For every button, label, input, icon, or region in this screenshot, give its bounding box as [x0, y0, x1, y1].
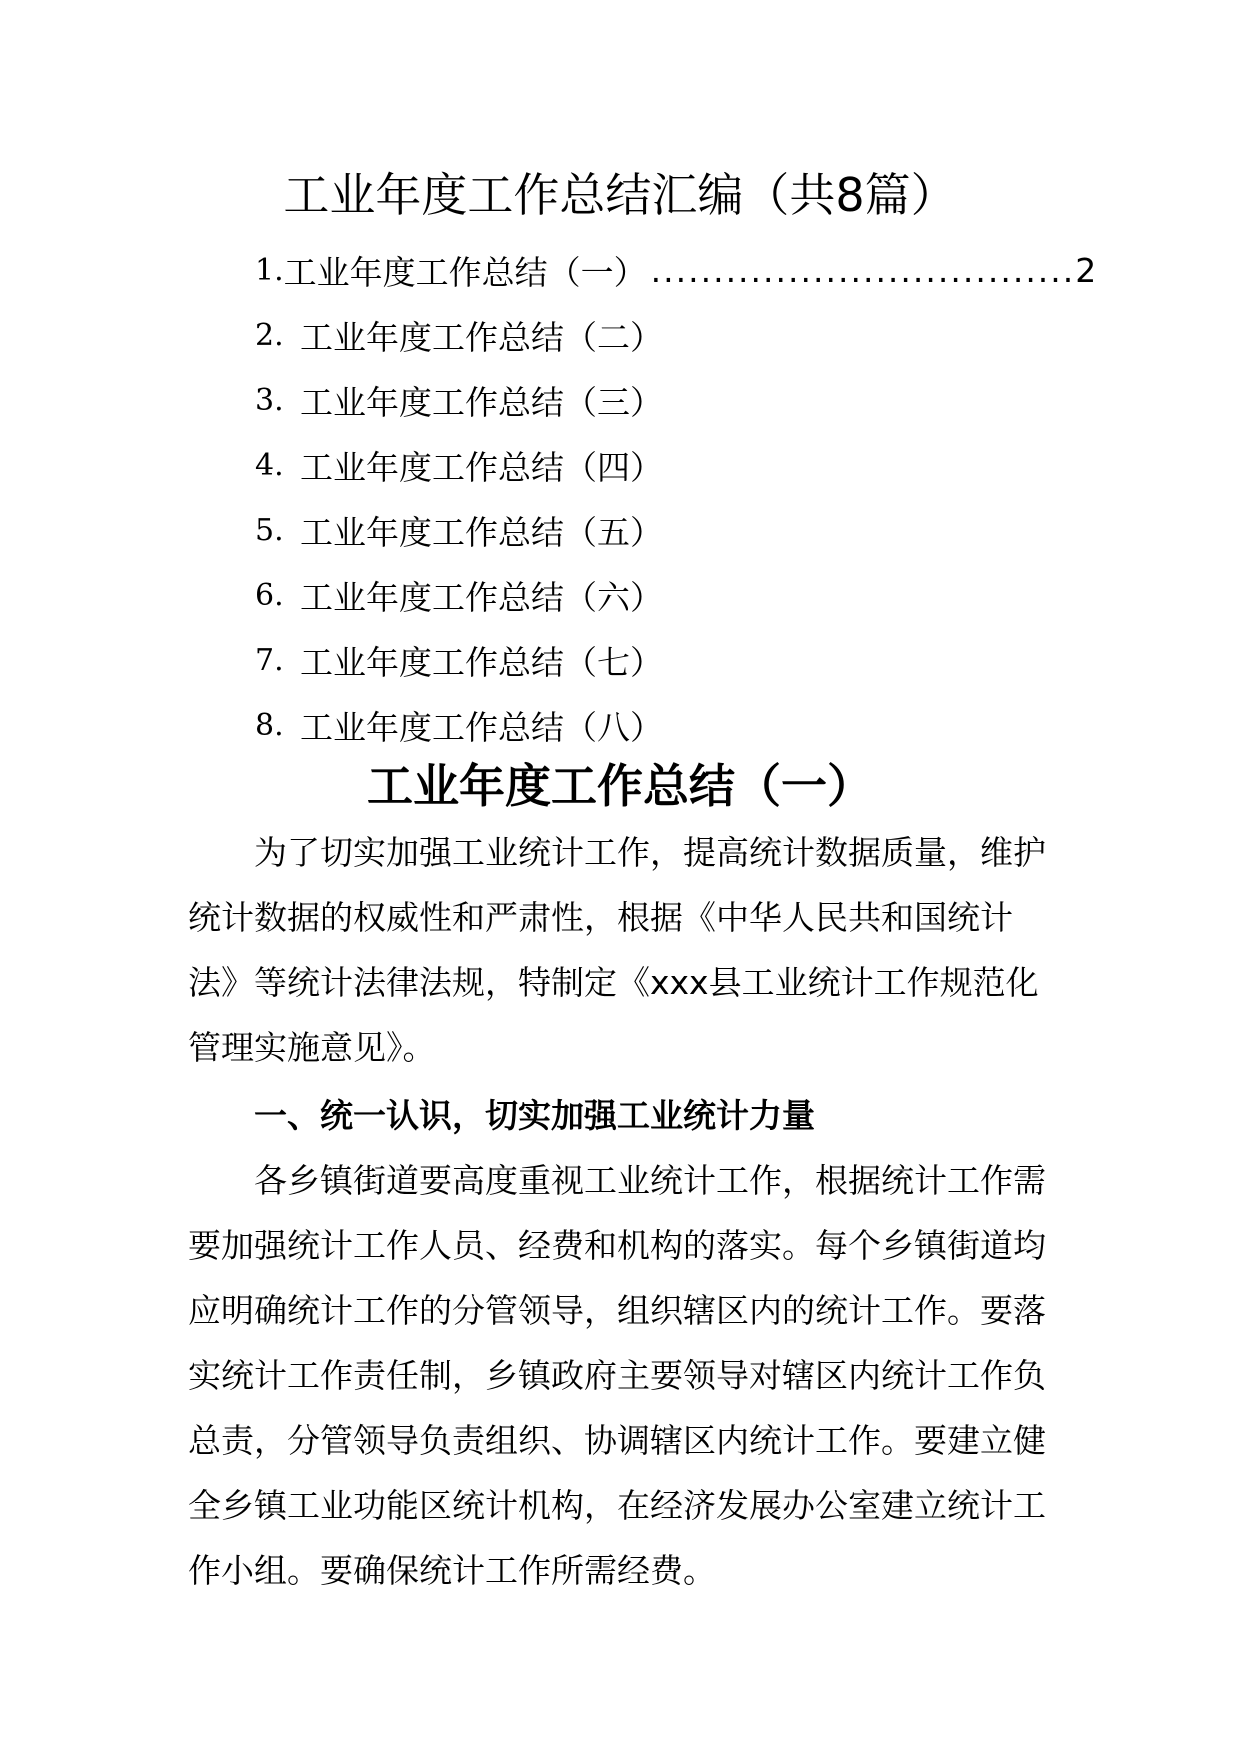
document-title: 工业年度工作总结汇编（共8篇）	[283, 168, 957, 222]
toc-label: 工业年度工作总结（五）	[300, 513, 663, 552]
section-heading-1: 一、统一认识，切实加强工业统计力量	[254, 1096, 815, 1135]
toc-label: 工业年度工作总结（八）	[300, 708, 663, 747]
toc-number: 6.	[255, 578, 284, 613]
toc-number: 5.	[255, 513, 284, 548]
toc-label: 工业年度工作总结（三）	[300, 383, 663, 422]
toc-label: 工业年度工作总结（四）	[300, 448, 663, 487]
toc-item-2[interactable]	[255, 303, 1055, 368]
toc-page-number: 2	[1075, 251, 1097, 290]
toc-item-5[interactable]	[255, 498, 1055, 563]
toc-number: 2.	[255, 318, 284, 353]
toc-number: 8.	[255, 708, 284, 743]
toc-number: 4.	[255, 448, 284, 483]
section-title: 工业年度工作总结（一）	[367, 759, 873, 813]
toc-item-3[interactable]	[255, 368, 1055, 433]
toc-label: 工业年度工作总结（七）	[300, 643, 663, 682]
toc-item-1[interactable]	[255, 238, 1097, 303]
toc-label: 工业年度工作总结（二）	[300, 318, 663, 357]
toc-label: 工业年度工作总结（六）	[300, 578, 663, 617]
toc-number: 7.	[255, 643, 284, 678]
body-paragraph-1: 各乡镇街道要高度重视工业统计工作，根据统计工作需要加强统计工作人员、经费和机构的落实。每个乡镇街道均应明确统计工作的分管领导，组织辖区内的统计工作。要落实统计工作责任制，乡镇政府主要领导对辖区内统计工作负总责，分管领导负责组织、协调辖区内统计工作。要建立健全乡镇工业功能区统计机构，在经济发展办公室建立统计工作小组。要确保统计工作所需经费。	[188, 1161, 1046, 1590]
toc-item-7[interactable]	[255, 628, 1055, 693]
toc-item-8[interactable]	[255, 693, 1055, 758]
toc-item-6[interactable]	[255, 563, 1055, 628]
toc-item-4[interactable]	[255, 433, 1055, 498]
toc-label: 工业年度工作总结（一）	[283, 253, 647, 292]
toc-leader-dots: ..................................	[650, 251, 1076, 290]
intro-paragraph: 为了切实加强工业统计工作，提高统计数据质量，维护统计数据的权威性和严肃性，根据《中华人民共和国统计法》等统计法律法规，特制定《xxx县工业统计工作规范化管理实施意见》。	[188, 833, 1046, 1067]
table-of-contents	[255, 238, 1097, 758]
toc-number: 3.	[255, 383, 284, 418]
toc-number: 1.	[255, 253, 284, 288]
